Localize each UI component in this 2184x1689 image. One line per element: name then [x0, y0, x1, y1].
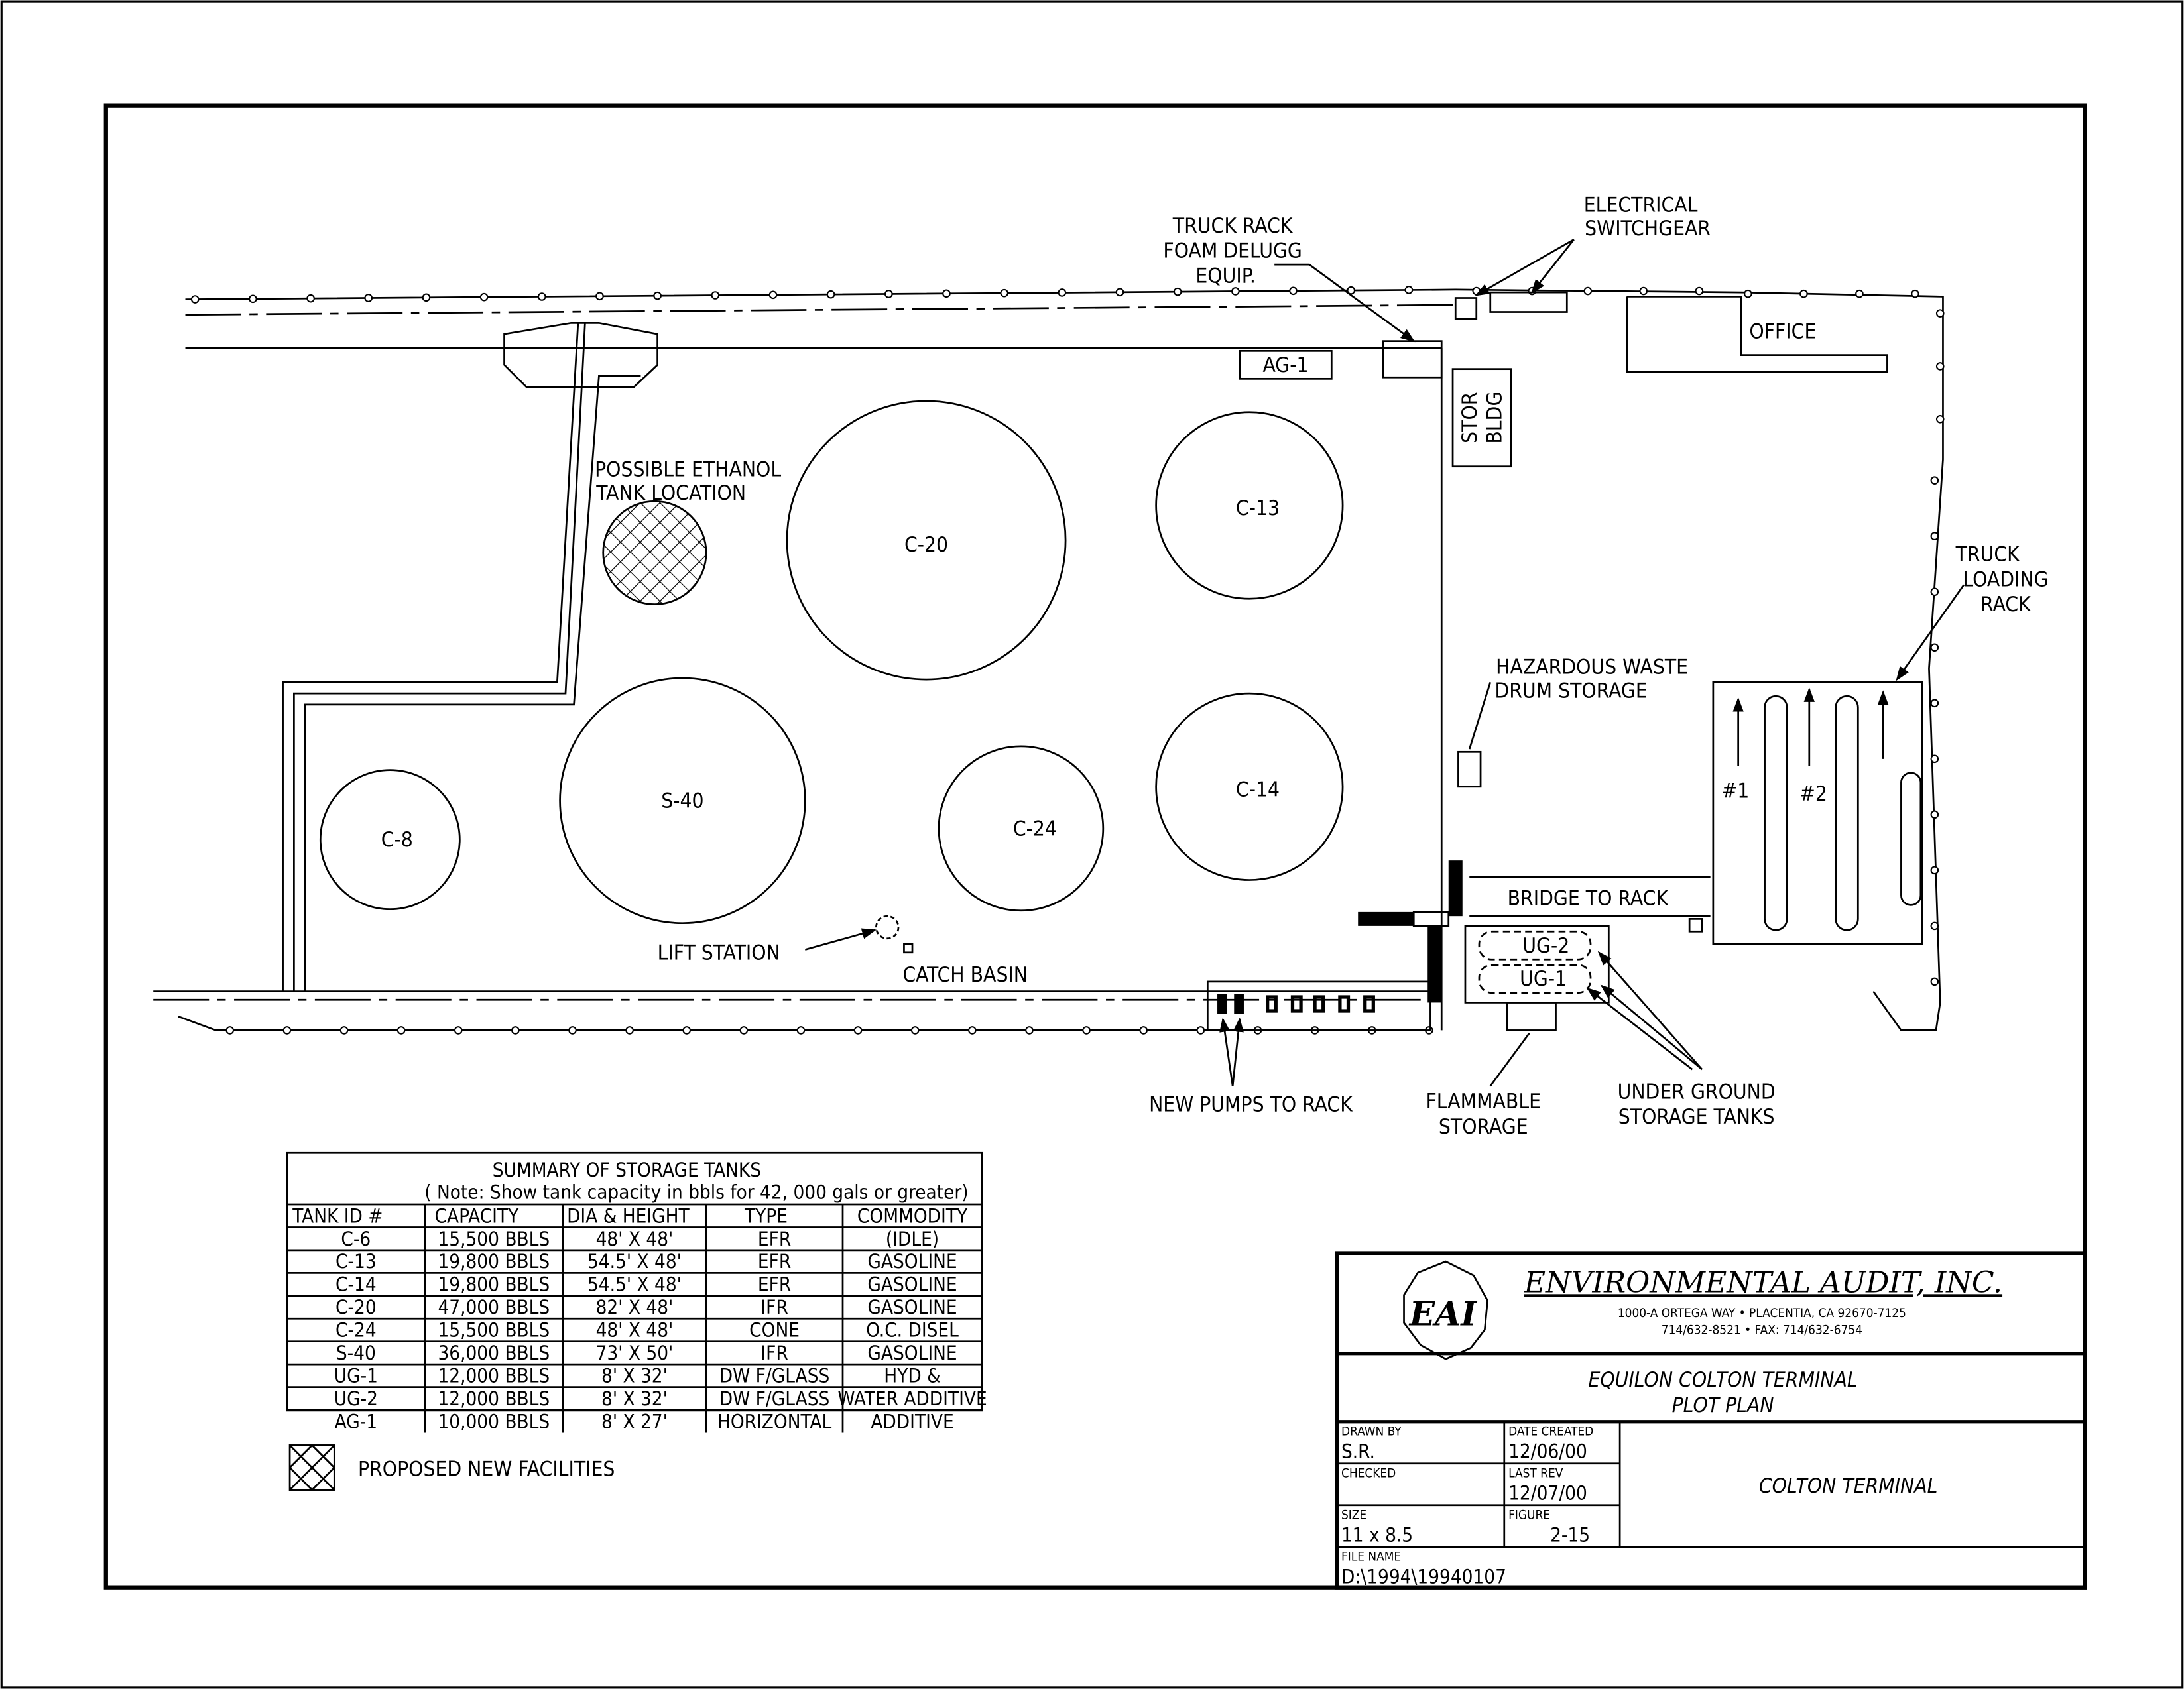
- table-cell: GASOLINE: [867, 1250, 957, 1273]
- svg-text:S-40: S-40: [661, 789, 704, 813]
- switchgear-box-2: [1490, 292, 1567, 312]
- svg-text:#1: #1: [1721, 779, 1750, 803]
- table-header-row: [292, 1204, 968, 1227]
- table-cell: C-24: [335, 1318, 377, 1342]
- ag1-label: AG-1: [1262, 353, 1309, 377]
- table-cell: C-13: [335, 1250, 377, 1273]
- tank-s40: [560, 678, 806, 923]
- svg-text:FLAMMABLE: FLAMMABLE: [1426, 1090, 1542, 1114]
- table-cell: C-20: [335, 1296, 377, 1319]
- table-cell: GASOLINE: [867, 1342, 957, 1365]
- svg-text:DIA & HEIGHT: DIA & HEIGHT: [567, 1204, 690, 1228]
- svg-text:UNDER GROUND: UNDER GROUND: [1617, 1080, 1776, 1104]
- table-cell: HYD &: [884, 1364, 941, 1387]
- fence-post: [1931, 644, 1939, 652]
- fence-post: [538, 293, 546, 300]
- fence-post: [1059, 289, 1066, 296]
- table-cell: 48' X 48': [595, 1318, 674, 1342]
- stor-label: STOR: [1457, 392, 1482, 443]
- date-created: 12/06/00: [1508, 1440, 1587, 1463]
- fence-post: [512, 1027, 519, 1034]
- table-cell: IFR: [760, 1342, 788, 1365]
- svg-text:TANK ID #: TANK ID #: [292, 1204, 383, 1228]
- catch-basin: [904, 944, 912, 953]
- fence-post: [1026, 1027, 1033, 1034]
- fence-post: [455, 1027, 462, 1034]
- fence-post: [1931, 756, 1939, 763]
- svg-text:#2: #2: [1799, 782, 1827, 806]
- table-cell: AG-1: [334, 1410, 378, 1433]
- fence-post: [1911, 290, 1919, 298]
- fence-post: [1931, 923, 1939, 930]
- fence-post: [1640, 288, 1648, 295]
- fence-post: [398, 1027, 405, 1034]
- fence-post: [1937, 310, 1944, 317]
- svg-text:POSSIBLE ETHANOL: POSSIBLE ETHANOL: [595, 457, 782, 482]
- fence-post: [1406, 286, 1413, 294]
- table-row: [335, 1296, 957, 1318]
- table-cell: DW F/GLASS: [719, 1364, 830, 1387]
- fence-post: [192, 296, 199, 303]
- table-cell: EFR: [757, 1250, 792, 1273]
- fence-post: [885, 290, 892, 298]
- catch-basin-label: CATCH BASIN: [902, 962, 1028, 987]
- truck-loading-rack-callout: [1897, 543, 2048, 680]
- switchgear-box-1: [1455, 298, 1477, 320]
- fence-post: [569, 1027, 576, 1034]
- svg-text:FILE NAME: FILE NAME: [1341, 1549, 1402, 1564]
- svg-text:C-8: C-8: [381, 828, 413, 852]
- table-cell: 15,500 BBLS: [438, 1227, 550, 1250]
- fence-post: [423, 294, 430, 302]
- fence-post: [481, 294, 488, 301]
- fence-post: [1174, 288, 1182, 296]
- site-name: COLTON TERMINAL: [1758, 1474, 1938, 1498]
- table-cell: S-40: [335, 1342, 376, 1365]
- svg-text:HAZARDOUS WASTE: HAZARDOUS WASTE: [1496, 655, 1689, 679]
- fence-post: [943, 290, 950, 298]
- fence-post: [798, 1027, 805, 1034]
- drawing-title: PLOT PLAN: [1671, 1393, 1774, 1417]
- svg-text:SIZE: SIZE: [1341, 1507, 1367, 1523]
- lift-station: [876, 916, 898, 939]
- fence-post: [1696, 288, 1703, 295]
- storage-tank-summary-table: [287, 1153, 987, 1432]
- fence-post: [683, 1027, 690, 1034]
- electrical-switchgear-callout: [1477, 193, 1711, 295]
- proposed-ethanol-tank: [595, 457, 781, 604]
- fence-post: [1856, 290, 1863, 298]
- fence-post: [1937, 416, 1944, 423]
- table-cell: UG-2: [334, 1387, 378, 1410]
- file-name: D:\1994\19940107: [1341, 1565, 1506, 1588]
- svg-text:COMMODITY: COMMODITY: [857, 1204, 968, 1228]
- table-cell: C-14: [335, 1273, 377, 1296]
- svg-text:CAPACITY: CAPACITY: [434, 1204, 519, 1228]
- svg-text:C-20: C-20: [904, 532, 949, 557]
- table-cell: CONE: [749, 1318, 800, 1342]
- tank-c20: [787, 401, 1065, 679]
- fence-post: [226, 1027, 233, 1034]
- table-note: ( Note: Show tank capacity in bbls for 42, 000 gals or greater): [424, 1181, 969, 1204]
- table-cell: EFR: [757, 1227, 792, 1250]
- fence-post: [1585, 288, 1592, 295]
- svg-text:FOAM DELUGG: FOAM DELUGG: [1163, 239, 1302, 263]
- svg-text:LAST REV: LAST REV: [1508, 1466, 1563, 1481]
- fence-post: [365, 294, 372, 302]
- svg-text:EAI: EAI: [1409, 1294, 1477, 1334]
- fence-post: [770, 292, 777, 299]
- svg-text:SWITCHGEAR: SWITCHGEAR: [1585, 216, 1711, 241]
- svg-text:LOADING: LOADING: [1963, 567, 2049, 592]
- table-cell: EFR: [757, 1273, 792, 1296]
- table-cell: UG-1: [334, 1364, 378, 1387]
- sheet-size: 11 x 8.5: [1341, 1523, 1414, 1546]
- table-cell: GASOLINE: [867, 1273, 957, 1296]
- bldg-label: BLDG: [1483, 391, 1507, 444]
- svg-text:FIGURE: FIGURE: [1508, 1507, 1551, 1523]
- table-cell: 10,000 BBLS: [438, 1410, 550, 1433]
- bridge-to-rack: [1469, 877, 1710, 931]
- table-cell: 8' X 32': [601, 1364, 668, 1387]
- table-cell: 82' X 48': [595, 1296, 674, 1319]
- truck-rack-foam-callout: [1163, 214, 1414, 341]
- fence-post: [912, 1027, 919, 1034]
- table-cell: ADDITIVE: [871, 1410, 954, 1433]
- svg-text:C-14: C-14: [1235, 778, 1280, 802]
- table-cell: HORIZONTAL: [717, 1410, 832, 1433]
- svg-text:DATE CREATED: DATE CREATED: [1508, 1424, 1594, 1439]
- figure-number: 2-15: [1550, 1523, 1591, 1546]
- company-name: ENVIRONMENTAL AUDIT, INC.: [1524, 1265, 2003, 1300]
- svg-text:RACK: RACK: [1980, 593, 2031, 617]
- table-cell: 12,000 BBLS: [438, 1387, 550, 1410]
- table-cell: 47,000 BBLS: [438, 1296, 550, 1319]
- table-cell: 48' X 48': [595, 1227, 674, 1250]
- underground-storage-tanks: [1426, 926, 1775, 1139]
- tank-c13: [1156, 412, 1343, 599]
- fence-post: [307, 295, 314, 302]
- table-cell: GASOLINE: [867, 1296, 957, 1319]
- svg-text:STORAGE: STORAGE: [1438, 1114, 1528, 1139]
- svg-text:C-24: C-24: [1012, 817, 1057, 841]
- table-row: [335, 1250, 957, 1273]
- svg-text:TYPE: TYPE: [744, 1204, 788, 1228]
- svg-text:C-13: C-13: [1235, 496, 1280, 521]
- last-rev: 12/07/00: [1508, 1482, 1587, 1505]
- fence-post: [712, 292, 719, 299]
- svg-text:STORAGE TANKS: STORAGE TANKS: [1618, 1105, 1775, 1130]
- table-row: [334, 1387, 987, 1410]
- table-cell: DW F/GLASS: [719, 1387, 830, 1410]
- fence-post: [1800, 290, 1807, 298]
- svg-text:TANK LOCATION: TANK LOCATION: [596, 481, 747, 506]
- fence-post: [596, 293, 603, 300]
- svg-text:BRIDGE TO RACK: BRIDGE TO RACK: [1507, 886, 1669, 911]
- fence-post: [741, 1027, 748, 1034]
- table-cell: 36,000 BBLS: [438, 1342, 550, 1365]
- table-cell: 54.5' X 48': [587, 1273, 682, 1296]
- fence-post: [1232, 288, 1239, 295]
- fence-post: [969, 1027, 976, 1034]
- fence-post: [1001, 290, 1008, 297]
- fence-post: [1931, 700, 1939, 707]
- svg-text:EQUIP.: EQUIP.: [1195, 264, 1256, 288]
- project-title: EQUILON COLTON TERMINAL: [1588, 1368, 1858, 1393]
- fence-post: [1083, 1027, 1090, 1034]
- lift-station-label: LIFT STATION: [657, 941, 780, 965]
- fence-post: [1290, 288, 1297, 295]
- fence-post: [249, 296, 257, 303]
- fence-post: [654, 292, 661, 300]
- new-pumps-label: NEW PUMPS TO RACK: [1149, 1092, 1353, 1117]
- table-cell: WATER ADDITIVE: [837, 1387, 987, 1410]
- fence-post: [1931, 867, 1939, 874]
- svg-text:TRUCK RACK: TRUCK RACK: [1172, 213, 1293, 238]
- svg-text:CHECKED: CHECKED: [1341, 1466, 1396, 1481]
- table-title: SUMMARY OF STORAGE TANKS: [492, 1158, 762, 1181]
- svg-text:DRUM STORAGE: DRUM STORAGE: [1494, 679, 1648, 703]
- table-cell: O.C. DISEL: [866, 1318, 959, 1342]
- fence-post: [1931, 477, 1939, 484]
- fence-post: [1117, 289, 1124, 296]
- svg-text:TRUCK: TRUCK: [1955, 542, 2020, 567]
- table-cell: 12,000 BBLS: [438, 1364, 550, 1387]
- fence-post: [1744, 290, 1752, 298]
- office-label: OFFICE: [1749, 320, 1817, 344]
- svg-text:PROPOSED NEW FACILITIES: PROPOSED NEW FACILITIES: [357, 1457, 615, 1482]
- table-row: [336, 1342, 957, 1364]
- fence-post: [1931, 978, 1939, 986]
- fence-post: [1937, 363, 1944, 370]
- svg-text:ELECTRICAL: ELECTRICAL: [1583, 193, 1698, 217]
- table-row: [335, 1319, 959, 1342]
- fence-post: [855, 1027, 862, 1034]
- table-row: [341, 1228, 939, 1250]
- table-cell: IFR: [760, 1296, 788, 1319]
- company-address: 1000-A ORTEGA WAY • PLACENTIA, CA 92670-7125: [1617, 1306, 1906, 1321]
- table-cell: C-6: [341, 1227, 371, 1250]
- fence-post: [626, 1027, 633, 1034]
- fence-post: [827, 291, 835, 298]
- drawn-by: S.R.: [1341, 1440, 1375, 1463]
- fence-post: [1931, 811, 1939, 819]
- tank-c8: [320, 770, 459, 909]
- table-row: [335, 1410, 954, 1432]
- table-cell: 19,800 BBLS: [438, 1250, 550, 1273]
- table-row: [335, 1273, 957, 1296]
- fence-post: [341, 1027, 348, 1034]
- svg-text:UG-2: UG-2: [1522, 933, 1570, 958]
- table-cell: 8' X 27': [601, 1410, 668, 1433]
- pump-pad: [1149, 982, 1430, 1116]
- title-block: [1337, 1253, 2085, 1588]
- hazardous-waste-callout: [1458, 656, 1688, 787]
- table-cell: 8' X 32': [601, 1387, 668, 1410]
- truck-loading-rack: [1713, 682, 1922, 944]
- fence-post: [1931, 532, 1939, 540]
- table-cell: 54.5' X 48': [587, 1250, 682, 1273]
- svg-text:DRAWN BY: DRAWN BY: [1341, 1424, 1402, 1439]
- tank-c14: [1156, 693, 1343, 880]
- legend-proposed-facilities: [290, 1445, 615, 1489]
- svg-text:UG-1: UG-1: [1520, 967, 1567, 992]
- table-cell: 15,500 BBLS: [438, 1318, 550, 1342]
- foam-deluge-equipment: [1383, 341, 1441, 378]
- fence-post: [1197, 1027, 1205, 1034]
- fence-post: [1140, 1027, 1147, 1034]
- company-phone: 714/632-8521 • FAX: 714/632-6754: [1661, 1322, 1862, 1338]
- fence-post: [284, 1027, 291, 1034]
- table-cell: 73' X 50': [595, 1342, 674, 1365]
- fence-post: [1931, 588, 1939, 595]
- tank-c24: [939, 746, 1103, 911]
- table-cell: 19,800 BBLS: [438, 1273, 550, 1296]
- table-cell: (IDLE): [885, 1227, 940, 1250]
